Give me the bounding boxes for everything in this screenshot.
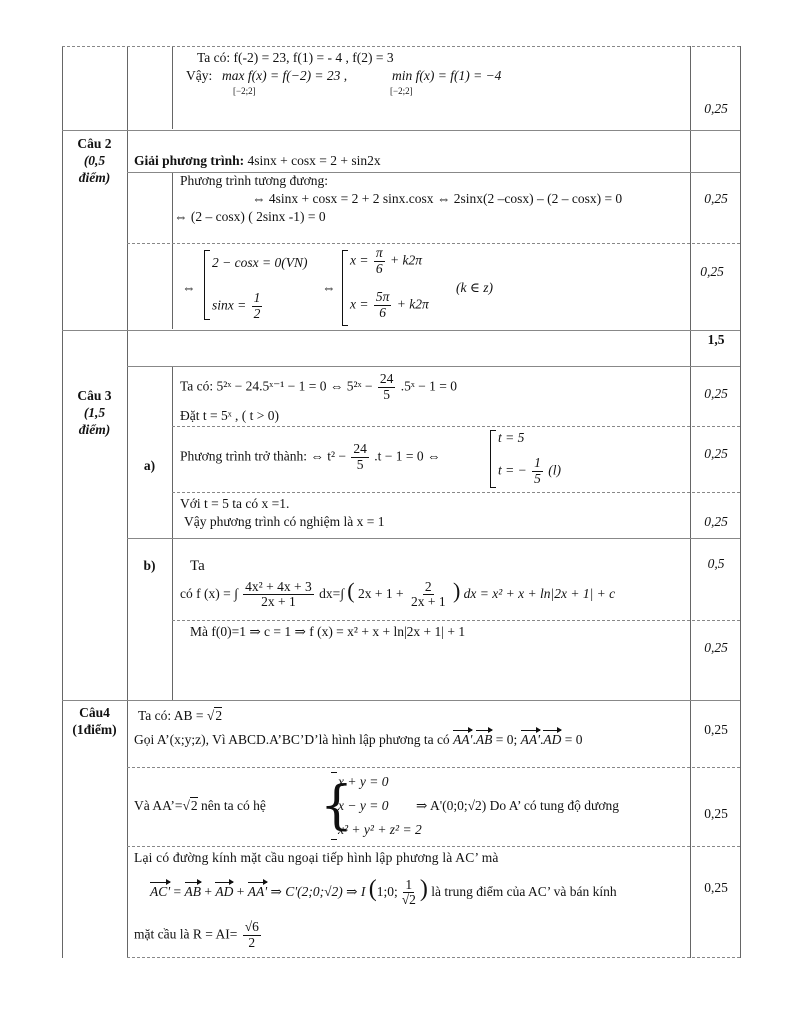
q4-line-4: Lại có đường kính mặt cầu ngoại tiếp hình lập phương là AC’ mà [134, 850, 499, 865]
q3-a-line-3 [180, 442, 441, 473]
row-divider-q4-1 [127, 767, 740, 768]
q2-sol1-x: x = [350, 252, 369, 268]
row-divider-q3-a1 [172, 426, 740, 427]
q3-points-unit: điểm) [78, 422, 111, 437]
q3-b2-num: 4x² + 4x + 3 [245, 578, 312, 594]
q4-l5-fraction [400, 878, 418, 909]
q4-line-3-result: ⇒ A'(0;0;√2) Do A’ có tung độ dương [416, 798, 619, 813]
q4-system-line-3: x² + y² + z² = 2 [338, 822, 422, 837]
table-col-divider-2b [172, 172, 173, 329]
q2-sol2-x: x = [350, 296, 369, 312]
intro-max-interval: [−2;2] [233, 86, 256, 96]
q3-b2-prefix: có f (x) = ∫ [180, 586, 238, 601]
q2-score-2: 0,25 [700, 264, 724, 279]
q3-b2-fraction-2 [409, 580, 448, 611]
q3-a1-fraction [378, 372, 396, 403]
q3-a-score-2: 0,25 [704, 446, 728, 461]
q3-points: (1,5 [83, 405, 106, 420]
q2-sol1-den: 6 [375, 260, 383, 276]
q2-sol2-num: 5π [375, 289, 390, 304]
q4-l5-plus-1: + [204, 884, 213, 899]
q4-l1-prefix: Ta có: AB = [138, 708, 204, 723]
q4-system-line-2: x − y = 0 [338, 798, 389, 813]
q4-vector-ab-2: AB [184, 884, 202, 899]
q3-t-solution-2 [498, 456, 561, 487]
q2-solution-1 [350, 246, 422, 277]
q3-part-b-label: b) [143, 558, 156, 573]
row-divider-q2 [62, 130, 740, 131]
q2-solution-2 [350, 290, 429, 321]
q3-a-score-3: 0,25 [704, 514, 728, 529]
q4-system-line-1: x + y = 0 [338, 774, 389, 789]
q4-label: Câu4 [79, 705, 110, 720]
q4-l2-eq1: = 0; [495, 732, 518, 747]
q3-a-line-2: Đặt t = 5ˣ , ( t > 0) [180, 408, 279, 423]
q4-score-3: 0,25 [704, 880, 728, 895]
q3-b-score-2: 0,25 [704, 640, 728, 655]
q4-l5-paren-open: ( [368, 876, 377, 902]
q4-line-1: Ta có: AB = √2 [138, 708, 223, 723]
q3-label: Câu 3 [77, 388, 112, 403]
intro-min-interval: [−2;2] [390, 86, 413, 96]
q2-half-den: 2 [253, 305, 261, 321]
q2-sol2-den: 6 [379, 304, 386, 320]
q4-score-2: 0,25 [704, 806, 728, 821]
q3-a-line-1 [180, 372, 457, 403]
q2-sol1-num: π [375, 245, 383, 260]
q2-step-1: ⇔ 4sinx + cosx = 2 + 2 sinx.cosx ⇔ 2sinx(2 –cosx) – (2 – cosx) = 0 [252, 191, 623, 206]
table-col-divider-1 [127, 46, 128, 958]
q4-score-1: 0,25 [704, 722, 728, 737]
q4-l5-eq: = [173, 884, 182, 899]
q4-l2-prefix: Gọi A’(x;y;z), Vì ABCD.A’BC’D’là hình lập phương ta có [134, 732, 450, 747]
q2-half-num: 1 [253, 290, 261, 305]
q4-vector-aa3: AA' [247, 884, 268, 899]
q3-a1-text: Ta có: 5²ˣ − 24.5ˣ⁻¹ − 1 = 0 ⇔ 5²ˣ − [180, 378, 373, 394]
intro-line-1: Ta có: f(-2) = 23, f(1) = - 4 , f(2) = 3 [197, 50, 394, 65]
q4-l6-prefix: mặt cầu là R = AI= [134, 926, 238, 942]
q2-equiv-label: Phương trình tương đương: [180, 173, 328, 188]
q3-a-line-5: Vậy phương trình có nghiệm là x = 1 [184, 514, 385, 529]
q3-b-score-1: 0,5 [707, 556, 725, 571]
q4-l5-tail1: ⇒ C'(2;0;√2) ⇒ I [270, 884, 366, 899]
q3-a3-fraction [351, 442, 369, 473]
q3-t2-text: t = − [498, 462, 527, 478]
q3-b2-paren-content: 2x + 1 + [357, 586, 404, 601]
q3-b2-mid: dx=∫ [319, 586, 344, 601]
q2-sol2-period: + k2π [396, 296, 429, 312]
q3-b-line-1: Ta [190, 558, 205, 574]
q3-b-line-3: Mà f(0)=1 ⇒ c = 1 ⇒ f (x) = x² + x + ln|2x + 1| + 1 [190, 624, 466, 639]
q2-system-bracket [204, 250, 205, 320]
q3-a1-tail: .5ˣ − 1 = 0 [400, 378, 457, 394]
q4-l1-sqrt: 2 [215, 708, 223, 723]
q4-line-3: Và AA’=√2 nên ta có hệ [134, 798, 266, 813]
q3-b2-paren-close: ) [452, 578, 461, 603]
q3-total-score: 1,5 [707, 332, 725, 347]
intro-max-expr: max f(x) = f(−2) = 23 , [222, 68, 348, 83]
q3-b-line-2 [180, 578, 615, 610]
q2-sinx-label: sinx = [212, 297, 247, 313]
q3-t2-num: 1 [534, 455, 541, 470]
row-divider-q3-b1 [172, 620, 740, 621]
q3-t2-tail: (l) [548, 462, 561, 478]
q3-t-solution-1: t = 5 [498, 430, 525, 445]
q2-equiv-sign-1: ⇔ [182, 280, 196, 295]
q3-t-system-bracket [490, 430, 491, 488]
q4-l2-eq2: = 0 [564, 732, 583, 747]
q4-vector-aa1: AA' [453, 732, 473, 747]
q2-equiv-sign-2: ⇔ [322, 280, 336, 295]
q2-label: Câu 2 [77, 136, 112, 151]
q3-t2-fraction [532, 456, 543, 487]
q2-title-equation: 4sinx + cosx = 2 + sin2x [247, 153, 381, 168]
q3-b2-tail: dx = x² + x + ln|2x + 1| + c [463, 586, 616, 601]
q4-l6-fraction [243, 920, 261, 951]
intro-line-2-prefix: Vậy: [186, 68, 213, 83]
row-divider-q3-total [127, 366, 740, 367]
q4-l5-i-coords: 1;0; [376, 884, 398, 899]
q4-l6-den: 2 [248, 934, 256, 950]
q4-line-2: Gọi A’(x;y;z), Vì ABCD.A’BC’D’là hình lập phương ta có AA'.AB = 0; AA'.AD = 0 [134, 732, 583, 747]
row-divider-q3-b [127, 538, 740, 539]
row-divider-q4-2 [127, 846, 740, 847]
q3-a3-den: 5 [356, 456, 364, 472]
q4-vector-ad-2: AD [215, 884, 234, 899]
q4-l5-plus-2: + [236, 884, 245, 899]
q4-points: (1điểm) [72, 722, 117, 737]
q2-title [134, 153, 381, 169]
table-col-divider-2c [172, 366, 173, 700]
intro-min-expr: min f(x) = f(1) = −4 [392, 68, 502, 83]
q2-sol1-period: + k2π [390, 252, 422, 268]
q3-b2-den: 2x + 1 [261, 594, 296, 610]
table-top-border [62, 46, 740, 47]
table-bottom-border [127, 957, 740, 958]
q2-points: (0,5 [83, 153, 106, 168]
q4-l5-paren-close: ) [419, 876, 428, 902]
q4-line-5 [150, 876, 617, 908]
q3-b2-den2: 2x + 1 [410, 594, 446, 610]
q2-k-in-z: (k ∈ z) [456, 280, 493, 295]
q3-a3-text: Phương trình trở thành: ⇔ t² − [180, 448, 347, 464]
q4-line-6 [134, 920, 263, 951]
q4-l5-frac-den: √2 [401, 892, 416, 908]
q2-step-2: ⇔ (2 – cosx) ( 2sinx -1) = 0 [174, 209, 326, 224]
q2-system-line-1: 2 − cosx = 0(VN) [212, 255, 308, 270]
q3-a1-num: 24 [379, 371, 394, 386]
q4-vector-ac: AC' [150, 884, 171, 899]
row-divider-q2-sub [127, 243, 740, 244]
row-divider-q3 [62, 330, 740, 331]
row-divider-q4 [62, 700, 740, 701]
row-divider-q3-a2 [172, 492, 740, 493]
q2-half-fraction [252, 291, 263, 322]
q2-sol2-fraction [374, 290, 392, 321]
q3-a3-tail: .t − 1 = 0 ⇔ [374, 448, 441, 464]
intro-score: 0,25 [704, 101, 728, 116]
q2-solution-bracket [342, 250, 343, 326]
q2-sol1-fraction [374, 246, 385, 277]
q3-a-score-1: 0,25 [704, 386, 728, 401]
q2-points-unit: điểm) [78, 170, 111, 185]
q4-vector-aa2: AA' [520, 732, 540, 747]
q3-b2-num2: 2 [424, 578, 432, 594]
q2-system-line-2 [212, 291, 264, 322]
q4-system-curly: { [320, 776, 354, 836]
q2-title-bold: Giải phương trình: [134, 153, 245, 168]
q3-a-line-4: Với t = 5 ta có x =1. [180, 496, 290, 511]
q3-b2-paren-open: ( [347, 578, 355, 603]
q4-l3-prefix: Và AA’= [134, 798, 183, 813]
q4-l3-sqrt: 2 [190, 798, 198, 813]
q3-t2-den: 5 [534, 470, 541, 486]
q4-l5-frac-num: 1 [405, 876, 413, 892]
q4-l3-mid: nên ta có hệ [197, 798, 266, 813]
q4-vector-ad: AD [543, 732, 562, 747]
q4-vector-ab: AB [475, 732, 493, 747]
q4-l5-tail2: là trung điểm của AC’ và bán kính [431, 884, 617, 899]
q2-score-1: 0,25 [704, 191, 728, 206]
q3-b2-fraction-1 [243, 580, 314, 611]
q3-part-a-label: a) [143, 458, 156, 473]
q3-a1-den: 5 [383, 386, 390, 402]
table-col-divider-2a [172, 46, 173, 129]
q4-l6-num: √6 [244, 919, 259, 934]
q3-a3-num: 24 [353, 441, 367, 456]
